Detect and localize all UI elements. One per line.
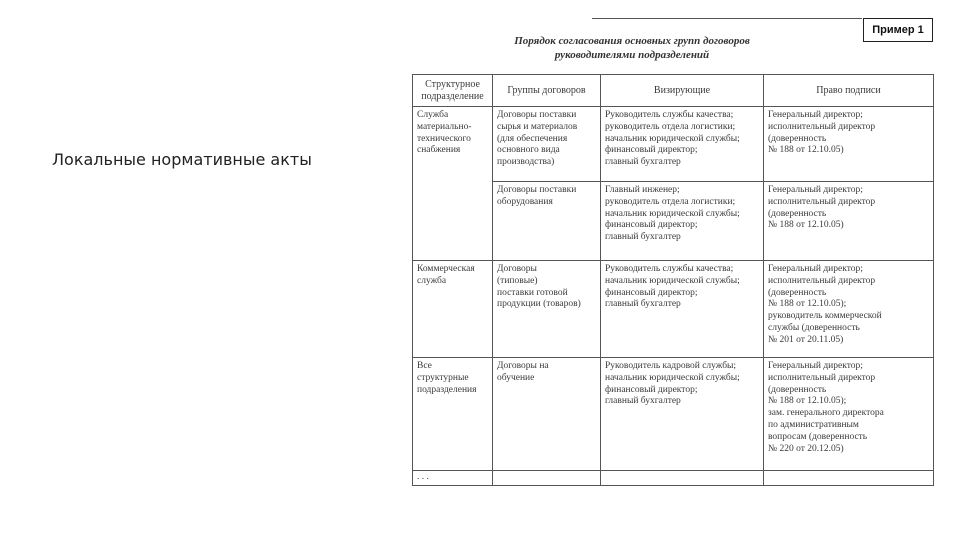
cell-line: Договоры поставки	[497, 185, 577, 195]
cell-line: финансовый директор;	[605, 287, 698, 298]
header-unit-line: подразделение	[421, 90, 484, 102]
cell-groups	[493, 107, 601, 182]
cell-line: Генеральный директор;	[768, 185, 863, 195]
cell-line: (для обеспечения	[497, 133, 568, 144]
cell-line: Все	[417, 361, 432, 371]
cell-groups	[493, 261, 601, 358]
cell-line: исполнительный директор	[768, 372, 876, 383]
cell-signing	[764, 182, 934, 261]
cell-line: снабжения	[417, 145, 461, 156]
cell-line: исполнительный директор	[768, 196, 876, 207]
cell-unit	[413, 358, 493, 471]
table-row	[413, 471, 934, 486]
cell-signing	[764, 358, 934, 471]
cell-line: главный бухгалтер	[605, 299, 681, 310]
cell-line: финансовый директор;	[605, 145, 698, 156]
cell-line: руководитель отдела логистики;	[605, 196, 736, 207]
cell-line: Договоры поставки	[497, 110, 577, 120]
cell-line: обучение	[497, 372, 535, 383]
table-row	[413, 107, 934, 182]
cell-unit	[413, 261, 493, 358]
cell-line: Договоры на	[497, 361, 549, 371]
table-row	[413, 261, 934, 358]
cell-line: руководитель отдела логистики;	[605, 121, 736, 132]
slide-title: Локальные нормативные акты	[52, 150, 312, 169]
cell-empty	[601, 471, 764, 486]
cell-groups	[493, 358, 601, 471]
header-unit-line: Структурное	[425, 78, 480, 90]
cell-line: № 188 от 12.10.05)	[768, 220, 844, 231]
cell-groups	[493, 182, 601, 261]
cell-line: службы (доверенность	[768, 322, 860, 333]
cell-line: (доверенность	[768, 384, 827, 395]
cell-approvers	[601, 261, 764, 358]
header-unit	[413, 75, 493, 107]
cell-line: руководитель коммерческой	[768, 311, 882, 322]
cell-line: финансовый директор;	[605, 384, 698, 395]
cell-line: Руководитель кадровой службы;	[605, 361, 737, 371]
cell-line: технического	[417, 133, 471, 144]
cell-line: служба	[417, 275, 447, 286]
cell-empty	[764, 471, 934, 486]
cell-line: по административным	[768, 419, 859, 430]
cell-line: главный бухгалтер	[605, 232, 681, 243]
cell-line: структурные	[417, 372, 469, 383]
header-approvers: Визирующие	[601, 75, 764, 107]
cell-line: начальник юридической службы;	[605, 372, 740, 383]
cell-line: сырья и материалов	[497, 121, 578, 132]
cell-unit	[413, 107, 493, 261]
cell-line: (типовые)	[497, 275, 538, 286]
cell-line: Коммерческая	[417, 264, 475, 274]
cell-line: главный бухгалтер	[605, 396, 681, 407]
table-row	[413, 358, 934, 471]
cell-empty	[493, 471, 601, 486]
document-scan	[412, 14, 935, 504]
document-title	[452, 34, 812, 62]
cell-line: Генеральный директор;	[768, 264, 863, 274]
cell-line: финансовый директор;	[605, 220, 698, 231]
cell-line: главный бухгалтер	[605, 157, 681, 168]
cell-line: Договоры	[497, 264, 537, 274]
cell-line: Служба	[417, 110, 449, 120]
cell-line: продукции (товаров)	[497, 299, 581, 310]
cell-line: Генеральный директор;	[768, 361, 863, 371]
cell-line: № 188 от 12.10.05)	[768, 145, 844, 156]
cell-line: (доверенность	[768, 287, 827, 298]
example-label: Пример 1	[863, 18, 933, 42]
cell-line: Руководитель службы качества;	[605, 264, 734, 274]
cell-line: начальник юридической службы;	[605, 275, 740, 286]
cell-line: Главный инженер;	[605, 185, 680, 195]
cell-line: Руководитель службы качества;	[605, 110, 734, 120]
cell-line: № 188 от 12.10.05);	[768, 299, 847, 310]
cell-line: начальник юридической службы;	[605, 208, 740, 219]
cell-line: (доверенность	[768, 208, 827, 219]
cell-ellipsis: . . .	[413, 471, 493, 486]
cell-line: исполнительный директор	[768, 121, 876, 132]
cell-approvers	[601, 182, 764, 261]
header-signing: Право подписи	[764, 75, 934, 107]
document-title-line: Порядок согласования основных групп договоров	[514, 35, 750, 47]
cell-line: производства)	[497, 157, 555, 168]
top-rule	[592, 18, 862, 19]
cell-line: материально-	[417, 121, 472, 132]
cell-signing	[764, 261, 934, 358]
cell-approvers	[601, 107, 764, 182]
cell-line: оборудования	[497, 196, 553, 207]
cell-line: вопросам (доверенность	[768, 431, 868, 442]
cell-line: основного вида	[497, 145, 560, 156]
cell-line: подразделения	[417, 384, 477, 395]
cell-line: зам. генерального директора	[768, 408, 884, 419]
cell-line: № 201 от 20.11.05)	[768, 334, 844, 345]
cell-approvers	[601, 358, 764, 471]
cell-line: поставки готовой	[497, 287, 568, 298]
cell-line: начальник юридической службы;	[605, 133, 740, 144]
cell-line: Генеральный директор;	[768, 110, 863, 120]
cell-line: № 220 от 20.12.05)	[768, 443, 844, 454]
cell-line: (доверенность	[768, 133, 827, 144]
cell-line: исполнительный директор	[768, 275, 876, 286]
cell-signing	[764, 107, 934, 182]
header-groups: Группы договоров	[493, 75, 601, 107]
document-title-line: руководителями подразделений	[554, 49, 710, 61]
cell-line: № 188 от 12.10.05);	[768, 396, 847, 407]
table-header-row	[413, 75, 934, 107]
approval-table	[412, 74, 934, 486]
